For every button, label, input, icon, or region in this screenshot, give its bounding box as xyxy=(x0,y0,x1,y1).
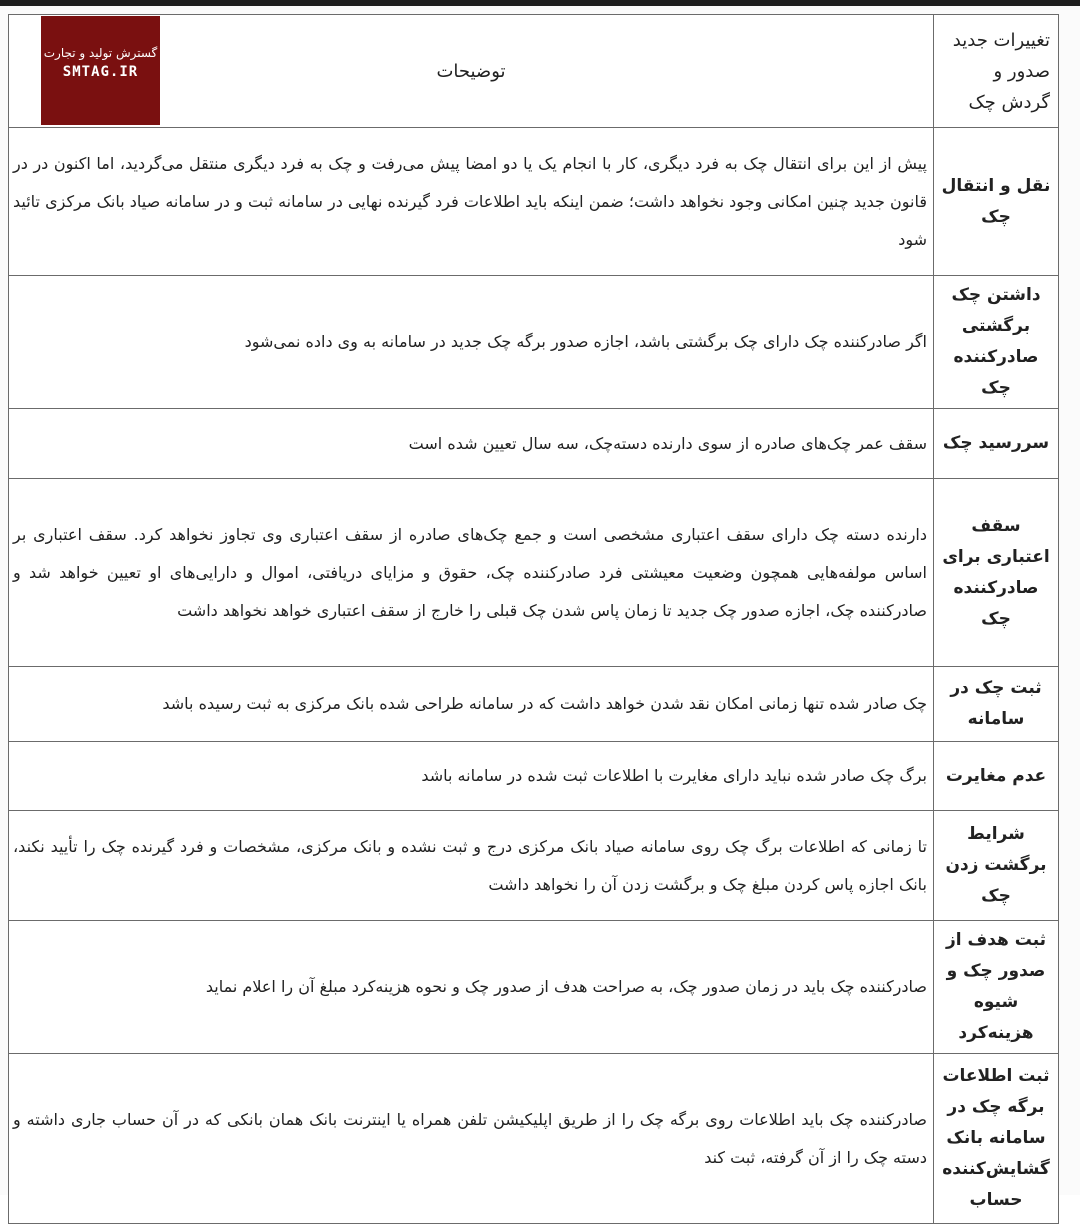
header-topic: تغییرات جدید صدور و گردش چک xyxy=(934,15,1059,128)
smtag-logo xyxy=(41,16,160,125)
row-topic: ثبت هدف از صدور چک و شیوه هزینه‌کرد xyxy=(934,921,1059,1054)
table-row xyxy=(9,128,1059,276)
row-description: برگ چک صادر شده نباید دارای مغایرت با اطلاعات ثبت شده در سامانه باشد xyxy=(9,742,934,811)
row-topic: سررسید چک xyxy=(934,409,1059,479)
row-topic: عدم مغایرت xyxy=(934,742,1059,811)
table-row xyxy=(9,479,1059,667)
table-row xyxy=(9,1054,1059,1224)
row-topic: نقل و انتقال چک xyxy=(934,128,1059,276)
row-description: دارنده دسته چک دارای سقف اعتباری مشخصی است و جمع چک‌های صادره از سقف اعتباری وی تجاوز نخواهد کرد. سقف اعتباری بر اساس مولفه‌هایی همچون وضعیت معیشتی فرد صادرکننده چک، حقوق و مزایای دریافتی، اموال و دارایی‌های او تعیین خواهد شد و صادرکننده چک، اجازه صدور چک جدید تا زمان پاس شدن چک قبلی را خارج از سقف اعتباری خواهد نخواهد داشت xyxy=(9,479,934,667)
logo-persian-text: گسترش تولید و تجارت xyxy=(43,46,158,60)
row-description: سقف عمر چک‌های صادره از سوی دارنده دسته‌چک، سه سال تعیین شده است xyxy=(9,409,934,479)
row-topic: شرایط برگشت زدن چک xyxy=(934,811,1059,921)
table-row xyxy=(9,742,1059,811)
table-row xyxy=(9,409,1059,479)
row-description: پیش از این برای انتقال چک به فرد دیگری، کار با انجام یک یا دو امضا پیش می‌رفت و چک به فرد دیگری منتقل می‌گردید، اما اکنون در در قانون جدید چنین امکانی وجود نخواهد داشت؛ ضمن اینکه باید اطلاعات فرد گیرنده نهایی در سامانه ثبت و در سامانه صیاد بانک مرکزی تائید شود xyxy=(9,128,934,276)
table-row xyxy=(9,811,1059,921)
table-row xyxy=(9,276,1059,409)
row-description: تا زمانی که اطلاعات برگ چک روی سامانه صیاد بانک مرکزی درج و ثبت نشده و بانک مرکزی، مشخصات و فرد گیرنده چک را تأیید نکند، بانک اجازه پاس کردن مبلغ چک و برگشت زدن آن را نخواهد داشت xyxy=(9,811,934,921)
logo-site-name: SMTAG.IR xyxy=(62,64,139,80)
row-topic: داشتن چک برگشتی صادرکننده چک xyxy=(934,276,1059,409)
row-topic: ثبت اطلاعات برگه چک در سامانه بانک گشایش‌کننده حساب xyxy=(934,1054,1059,1224)
row-topic: ثبت چک در سامانه xyxy=(934,667,1059,742)
row-description: اگر صادرکننده چک دارای چک برگشتی باشد، اجازه صدور برگه چک جدید در سامانه به وی داده نمی‌شود xyxy=(9,276,934,409)
row-description: صادرکننده چک باید در زمان صدور چک، به صراحت هدف از صدور چک و نحوه هزینه‌کرد مبلغ آن را اعلام نماید xyxy=(9,921,934,1054)
table-row xyxy=(9,667,1059,742)
table-row xyxy=(9,921,1059,1054)
row-description: چک صادر شده تنها زمانی امکان نقد شدن خواهد داشت که در سامانه طراحی شده بانک مرکزی به ثبت رسیده باشد xyxy=(9,667,934,742)
row-topic: سقف اعتباری برای صادرکننده چک xyxy=(934,479,1059,667)
check-changes-table xyxy=(8,14,1059,1224)
header-description: توضیحات xyxy=(9,15,934,128)
document-page xyxy=(0,6,1080,1210)
row-description: صادرکننده چک باید اطلاعات روی برگه چک را از طریق اپلیکیشن تلفن همراه یا اینترنت بانک همان بانکی که در آن حساب جاری داشته و دسته چک را از آن گرفته، ثبت کند xyxy=(9,1054,934,1224)
table-header-row xyxy=(9,15,1059,128)
